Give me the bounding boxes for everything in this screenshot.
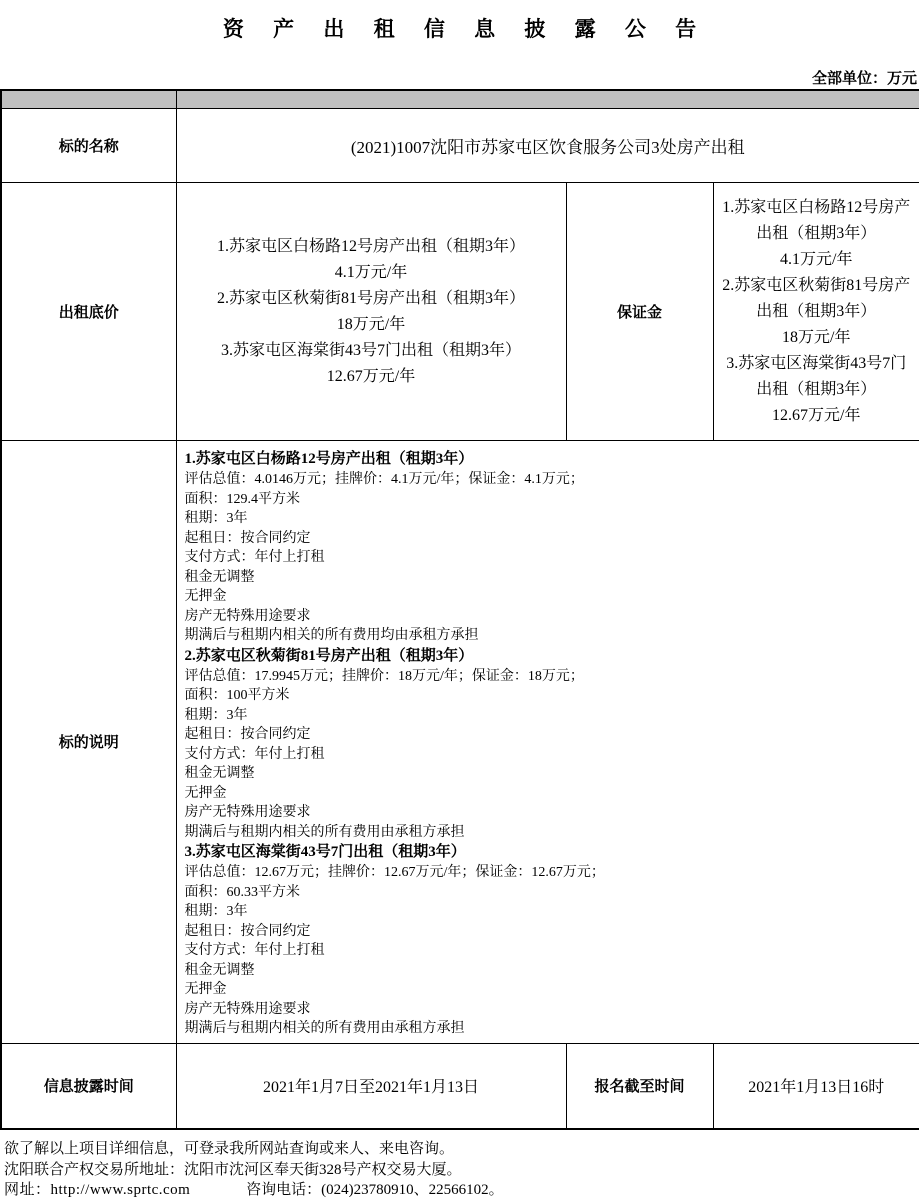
text-line: 期满后与租期内相关的所有费用均由承租方承担: [184, 628, 479, 643]
footer-website: 网址：http://www.sprtc.com: [4, 1182, 191, 1198]
text-line: 4.1万元/年: [780, 250, 853, 268]
text-line: 1.苏家屯区白杨路12号房产出租（租期3年）: [722, 198, 911, 242]
text-line: 2.苏家屯区秋菊街81号房产出租（租期3年）: [722, 276, 911, 320]
description-row: [1, 441, 919, 1044]
text-line: 房产无特殊用途要求: [184, 805, 311, 820]
table-header-row: [1, 90, 919, 109]
description-item-heading: 2.苏家屯区秋菊街81号房产出租（租期3年）: [184, 647, 474, 664]
text-line: 支付方式：年付上打租: [184, 746, 325, 762]
text-line: 房产无特殊用途要求: [184, 1001, 311, 1017]
description-item-heading: 1.苏家屯区白杨路12号房产出租（租期3年）: [184, 451, 474, 467]
target-name-value: (2021)1007沈阳市苏家屯区饮食服务公司3处房产出租: [176, 109, 919, 183]
text-line: 支付方式：年付上打租: [184, 943, 325, 958]
footer-line-info: 欲了解以上项目详细信息，可登录我所网站查询或来人、来电咨询。: [4, 1141, 455, 1157]
text-line: 租金无调整: [184, 569, 255, 585]
target-name-label: 标的名称: [1, 109, 176, 183]
disclosure-time-value: 2021年1月7日至2021年1月13日: [176, 1043, 566, 1129]
footer-line-address: 沈阳联合产权交易所地址：沈阳市沈河区奉天街328号产权交易大厦。: [4, 1161, 462, 1178]
text-line: 面积：129.4平方米: [184, 491, 300, 507]
footer-line-contact: [4, 1180, 919, 1198]
footer-phone: 咨询电话：(024)23780910、22566102。: [246, 1182, 504, 1198]
text-line: 2.苏家屯区秋菊街81号房产出租（租期3年）: [216, 289, 525, 307]
description-item-heading: 3.苏家屯区海棠街43号7门出租（租期3年）: [184, 844, 466, 860]
deposit-value: [713, 183, 919, 441]
text-line: 租金无调整: [184, 962, 255, 978]
disclosure-time-label: 信息披露时间: [1, 1043, 176, 1129]
base-price-value: [176, 183, 566, 441]
text-line: 12.67万元/年: [772, 406, 861, 424]
text-line: 面积：100平方米: [184, 688, 290, 703]
text-line: 无押金: [184, 982, 227, 997]
header-cell-blank-right: [176, 90, 919, 109]
deposit-label: 保证金: [566, 183, 713, 441]
text-line: 支付方式：年付上打租: [184, 550, 325, 565]
text-line: 1.苏家屯区白杨路12号房产出租（租期3年）: [216, 237, 525, 255]
text-line: 房产无特殊用途要求: [184, 608, 311, 624]
text-line: 期满后与租期内相关的所有费用由承租方承担: [184, 824, 465, 840]
signup-deadline-label: 报名截至时间: [566, 1043, 713, 1129]
text-line: 无押金: [184, 589, 227, 604]
text-line: 3.苏家屯区海棠街43号7门出租（租期3年）: [726, 354, 907, 398]
text-line: 4.1万元/年: [334, 263, 408, 281]
base-price-label: 出租底价: [1, 183, 176, 441]
text-line: 租期：3年: [184, 904, 248, 919]
text-line: 租期：3年: [184, 511, 248, 526]
description-label: 标的说明: [1, 441, 176, 1044]
unit-note: 全部单位：万元: [811, 71, 917, 87]
text-line: 租金无调整: [184, 766, 255, 781]
text-line: 起租日：按合同约定: [184, 923, 311, 939]
description-value: [176, 441, 919, 1044]
text-line: 12.67万元/年: [326, 367, 416, 385]
target-name-row: [1, 109, 919, 183]
signup-deadline-value: 2021年1月13日16时: [713, 1043, 919, 1129]
text-line: 无押金: [184, 785, 227, 801]
footer-notes: [0, 1139, 919, 1198]
text-line: 面积：60.33平方米: [184, 884, 300, 900]
text-line: 3.苏家屯区海棠街43号7门出租（租期3年）: [220, 341, 521, 359]
text-line: 评估总值：4.0146万元；挂牌价：4.1万元/年；保证金：4.1万元；: [184, 472, 584, 487]
dates-row: [1, 1043, 919, 1129]
text-line: 起租日：按合同约定: [184, 727, 311, 742]
text-line: 18万元/年: [336, 315, 406, 333]
disclosure-table: [0, 89, 919, 1130]
text-line: 期满后与租期内相关的所有费用由承租方承担: [184, 1021, 465, 1036]
text-line: 租期：3年: [184, 707, 248, 723]
text-line: 18万元/年: [782, 328, 851, 346]
text-line: 评估总值：12.67万元；挂牌价：12.67万元/年；保证金：12.67万元；: [184, 865, 605, 880]
text-line: 起租日：按合同约定: [184, 530, 311, 546]
price-row: [1, 183, 919, 441]
page-title: 资 产 出 租 信 息 披 露 公 告: [222, 17, 709, 41]
text-line: 评估总值：17.9945万元；挂牌价：18万元/年；保证金：18万元；: [184, 668, 584, 684]
header-cell-blank-left: [1, 90, 176, 109]
